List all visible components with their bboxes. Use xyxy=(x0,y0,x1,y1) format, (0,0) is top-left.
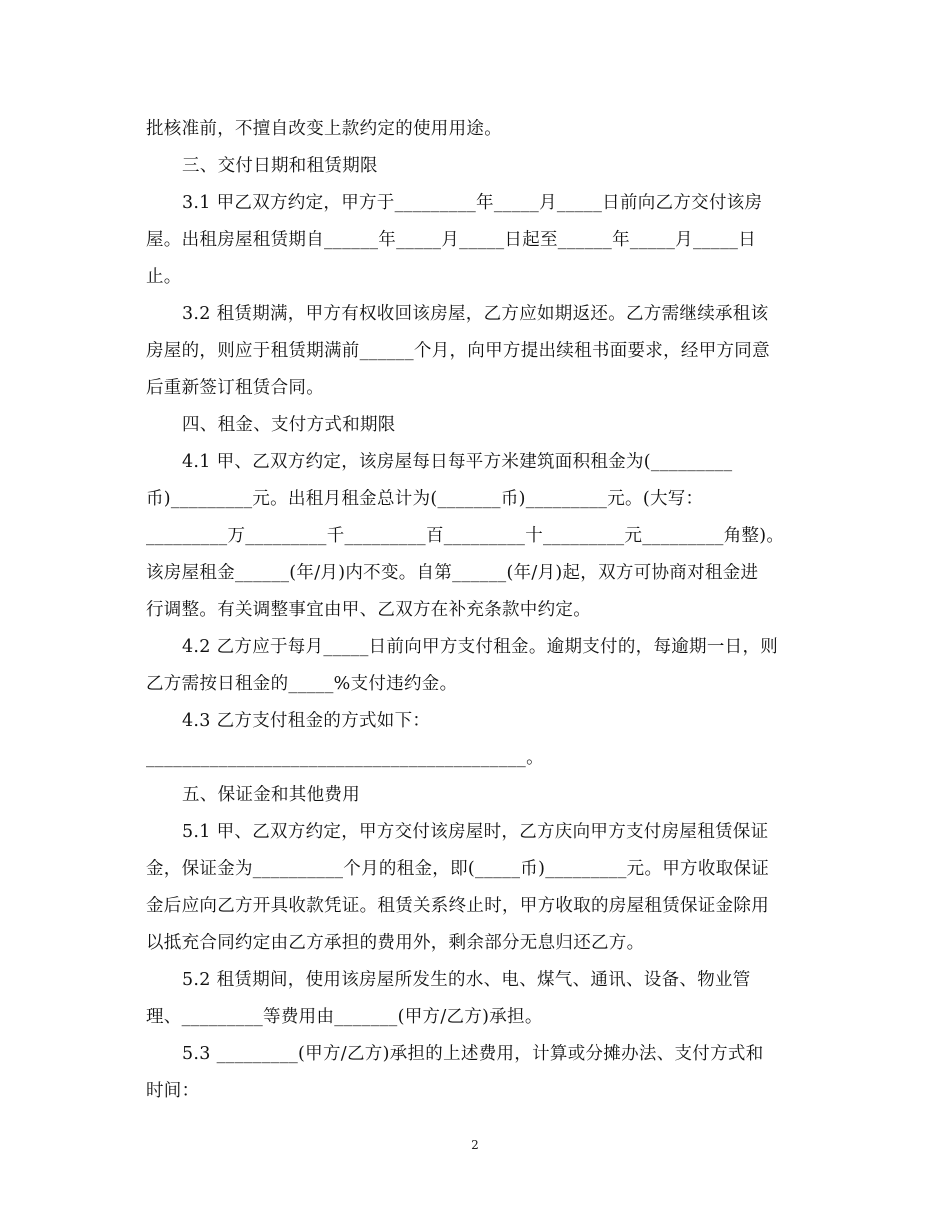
text-line: 币)_________元。出租月租金总计为(_______币)_________元。(大写： xyxy=(146,489,704,509)
text-line: 屋。出租房屋租赁期自______年_____月_____日起至______年_____月_____日 xyxy=(146,230,756,250)
text-line: __________________________________________。 xyxy=(146,748,544,768)
text-line: 行调整。有关调整事宜由甲、乙双方在补充条款中约定。 xyxy=(146,600,591,620)
text-line: _________万_________千_________百_________十_________元_________角整)。 xyxy=(146,526,785,546)
text-line: 金，保证金为__________个月的租金，即(_____币)_________元。甲方收取保证 xyxy=(146,859,770,879)
section-heading: 五、保证金和其他费用 xyxy=(182,785,360,805)
text-line: 5.2 租赁期间，使用该房屋所发生的水、电、煤气、通讯、设备、物业管 xyxy=(182,970,751,990)
section-heading: 四、租金、支付方式和期限 xyxy=(182,415,396,435)
text-line: 金后应向乙方开具收款凭证。租赁关系终止时，甲方收取的房屋租赁保证金除用 xyxy=(146,896,769,916)
text-line: 时间： xyxy=(146,1081,200,1101)
text-line: 4.2 乙方应于每月_____日前向甲方支付租金。逾期支付的，每逾期一日，则 xyxy=(182,637,779,657)
text-line: 乙方需按日租金的_____%支付违约金。 xyxy=(146,674,458,694)
page-number: 2 xyxy=(471,1138,479,1152)
text-line: 5.3 _________(甲方/乙方)承担的上述费用，计算或分摊办法、支付方式和 xyxy=(182,1044,764,1064)
text-line: 以抵充合同约定由乙方承担的费用外，剩余部分无息归还乙方。 xyxy=(146,933,645,953)
text-line: 理、_________等费用由_______(甲方/乙方)承担。 xyxy=(146,1007,543,1027)
text-line: 止。 xyxy=(146,267,182,287)
text-line: 该房屋租金______(年/月)内不变。自第______(年/月)起，双方可协商对租金进 xyxy=(146,563,759,583)
text-line: 批核准前，不擅自改变上款约定的使用用途。 xyxy=(146,119,502,139)
text-line: 5.1 甲、乙双方约定，甲方交付该房屋时，乙方庆向甲方支付房屋租赁保证 xyxy=(182,822,769,842)
text-line: 4.1 甲、乙双方约定，该房屋每日每平方米建筑面积租金为(_________ xyxy=(182,452,733,472)
section-heading: 三、交付日期和租赁期限 xyxy=(182,156,378,176)
text-line: 3.2 租赁期满，甲方有权收回该房屋，乙方应如期返还。乙方需继续承租该 xyxy=(182,304,769,324)
text-line: 后重新签订租赁合同。 xyxy=(146,378,324,398)
text-line: 4.3 乙方支付租金的方式如下： xyxy=(182,711,431,731)
text-line: 房屋的，则应于租赁期满前______个月，向甲方提出续租书面要求，经甲方同意 xyxy=(146,341,770,361)
text-line: 3.1 甲乙双方约定，甲方于_________年_____月_____日前向乙方交付该房 xyxy=(182,193,763,213)
